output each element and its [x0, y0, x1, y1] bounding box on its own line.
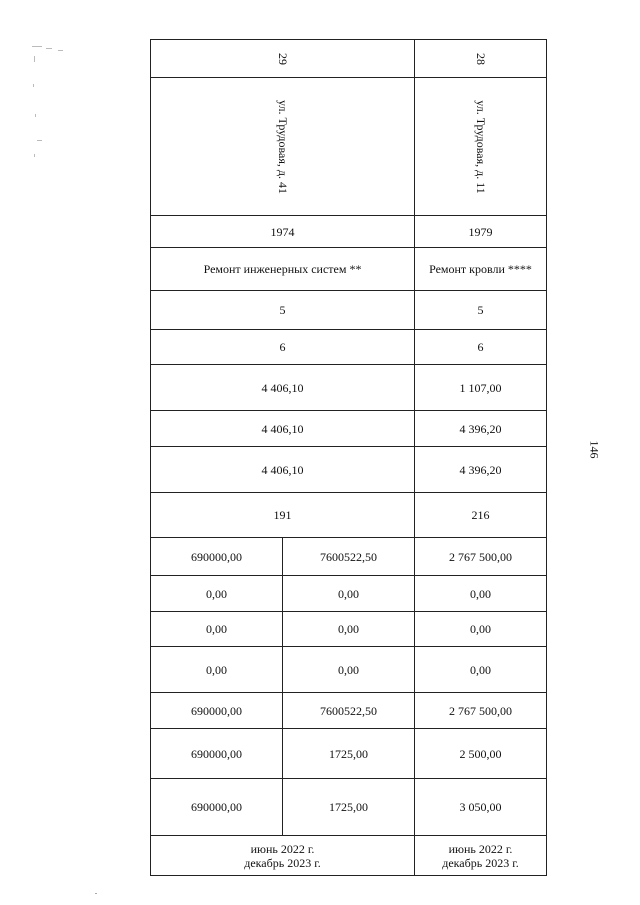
scan-speck [95, 893, 97, 894]
cell-cost-b: 0,00 [283, 576, 415, 612]
cell-cost-c: 2 767 500,00 [415, 538, 547, 576]
cell-cost-c: 3 050,00 [415, 779, 547, 836]
row-area-other [151, 447, 547, 493]
cell-cost-c: 2 500,00 [415, 729, 547, 779]
cell-area-total: 4 406,10 [151, 365, 415, 411]
cell-cost-c: 0,00 [415, 647, 547, 693]
cell-cost-a: 690000,00 [151, 538, 283, 576]
cell-year: 1979 [415, 216, 547, 248]
period-end: декабрь 2023 г. [442, 855, 519, 870]
cell-address [415, 78, 547, 216]
row-residents [151, 493, 547, 538]
cell-area-other: 4 406,10 [151, 447, 415, 493]
cell-area-total: 1 107,00 [415, 365, 547, 411]
row-cost-total [151, 538, 547, 576]
cell-year: 1974 [151, 216, 415, 248]
address-text: ул. Трудовая, д. 11 [473, 99, 488, 194]
row-entrances [151, 330, 547, 365]
cell-cost-c: 0,00 [415, 576, 547, 612]
cell-work-type: Ремонт кровли **** [415, 248, 547, 291]
cell-cost-a: 0,00 [151, 612, 283, 647]
cell-cost-a: 0,00 [151, 576, 283, 612]
cell-residents: 216 [415, 493, 547, 538]
row-cost-unit [151, 729, 547, 779]
cell-cost-b: 0,00 [283, 647, 415, 693]
cell-entrances: 6 [415, 330, 547, 365]
period-start: июнь 2022 г. [448, 841, 513, 856]
period-end: декабрь 2023 г. [244, 855, 321, 870]
row-area-total [151, 365, 547, 411]
cell-period [415, 836, 547, 876]
cell-cost-b: 7600522,50 [283, 693, 415, 729]
row-area-living [151, 411, 547, 447]
cell-floors: 5 [151, 291, 415, 330]
row-period [151, 836, 547, 876]
cell-residents: 191 [151, 493, 415, 538]
cell-cost-b: 0,00 [283, 612, 415, 647]
cell-area-living: 4 406,10 [151, 411, 415, 447]
page-number: 146 [587, 440, 602, 459]
cell-entrances: 6 [151, 330, 415, 365]
row-cost-regional [151, 612, 547, 647]
row-cost-owners [151, 693, 547, 729]
cell-cost-a: 0,00 [151, 647, 283, 693]
cell-number [415, 40, 547, 78]
cell-period [151, 836, 415, 876]
cell-cost-c: 0,00 [415, 612, 547, 647]
row-number [151, 40, 547, 78]
address-text: ул. Трудовая, д. 41 [275, 99, 290, 194]
cell-cost-c: 2 767 500,00 [415, 693, 547, 729]
row-work-type [151, 248, 547, 291]
row-cost-local [151, 647, 547, 693]
number-text: 29 [275, 52, 290, 65]
cell-work-type: Ремонт инженерных систем ** [151, 248, 415, 291]
cell-cost-a: 690000,00 [151, 693, 283, 729]
cell-number [151, 40, 415, 78]
scan-margin-marks [28, 44, 68, 159]
cell-cost-b: 1725,00 [283, 779, 415, 836]
period-start: июнь 2022 г. [250, 841, 315, 856]
row-cost-federal [151, 576, 547, 612]
cell-floors: 5 [415, 291, 547, 330]
row-address [151, 78, 547, 216]
cell-cost-a: 690000,00 [151, 779, 283, 836]
cell-cost-a: 690000,00 [151, 729, 283, 779]
cell-area-living: 4 396,20 [415, 411, 547, 447]
number-text: 28 [473, 52, 488, 65]
row-cost-limit [151, 779, 547, 836]
cell-area-other: 4 396,20 [415, 447, 547, 493]
cell-cost-b: 7600522,50 [283, 538, 415, 576]
cell-address [151, 78, 415, 216]
row-floors [151, 291, 547, 330]
housing-repair-table [150, 39, 547, 876]
row-year [151, 216, 547, 248]
cell-cost-b: 1725,00 [283, 729, 415, 779]
